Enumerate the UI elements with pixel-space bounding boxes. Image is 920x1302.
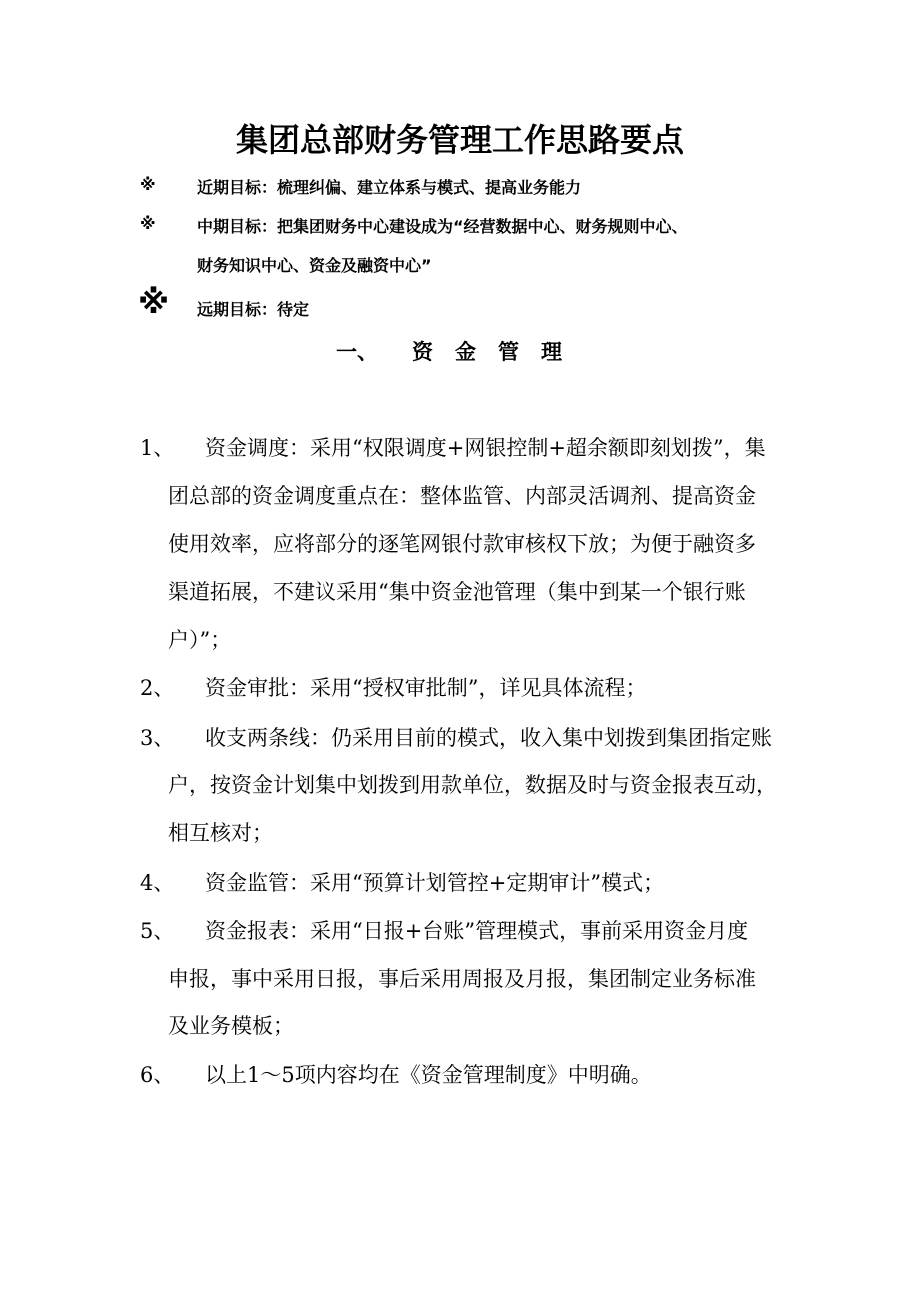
- item-number: 6、: [140, 1063, 175, 1087]
- item-text-line: 申报，事中采用日报，事后采用周报及月报，集团制定业务标准: [168, 967, 756, 991]
- item-text-line: 相互核对；: [168, 821, 273, 845]
- section-number: 一、: [336, 340, 378, 364]
- section-title: 资金管理: [412, 340, 584, 364]
- item-number: 5、: [140, 919, 175, 943]
- item-number: 1、: [140, 436, 175, 460]
- item-text-line: 资金审批：采用“授权审批制”，详见具体流程；: [205, 676, 647, 700]
- document-title: 集团总部财务管理工作思路要点: [235, 121, 684, 159]
- item-text-line: 收支两条线：仍采用目前的模式，收入集中划拨到集团指定账: [205, 726, 772, 750]
- item-text-line: 以上1～5项内容均在《资金管理制度》中明确。: [205, 1063, 652, 1087]
- item-text-line: 资金监管：采用“预算计划管控+定期审计”模式；: [205, 871, 665, 895]
- item-text-line: 使用效率，应将部分的逐笔网银付款审核权下放；为便于融资多: [168, 532, 756, 556]
- item-text-line: 团总部的资金调度重点在：整体监管、内部灵活调剂、提高资金: [168, 484, 756, 508]
- section-heading: [0, 336, 920, 366]
- item-text-line: 资金调度：采用“权限调度+网银控制+超余额即刻划拨”，集: [205, 436, 766, 460]
- reference-mark-icon: ※: [138, 283, 170, 321]
- item-text-line: 及业务模板；: [168, 1014, 294, 1038]
- mid-term-goal: 中期目标：把集团财务中心建设成为“经营数据中心、财务规则中心、: [197, 217, 688, 236]
- reference-mark-icon: ※: [140, 214, 156, 233]
- item-number: 4、: [140, 871, 175, 895]
- long-term-goal: 远期目标：待定: [197, 300, 310, 319]
- mid-term-goal-cont: 财务知识中心、资金及融资中心”: [197, 256, 432, 275]
- item-text-line: 户）”；: [168, 628, 232, 652]
- reference-mark-icon: ※: [140, 175, 156, 194]
- item-text-line: 渠道拓展，不建议采用“集中资金池管理（集中到某一个银行账: [168, 580, 746, 604]
- item-text-line: 户，按资金计划集中划拨到用款单位，数据及时与资金报表互动，: [168, 773, 777, 797]
- short-term-goal: 近期目标：梳理纠偏、建立体系与模式、提高业务能力: [197, 178, 582, 197]
- item-number: 3、: [140, 726, 175, 750]
- item-number: 2、: [140, 676, 175, 700]
- item-text-line: 资金报表：采用“日报+台账”管理模式，事前采用资金月度: [205, 919, 749, 943]
